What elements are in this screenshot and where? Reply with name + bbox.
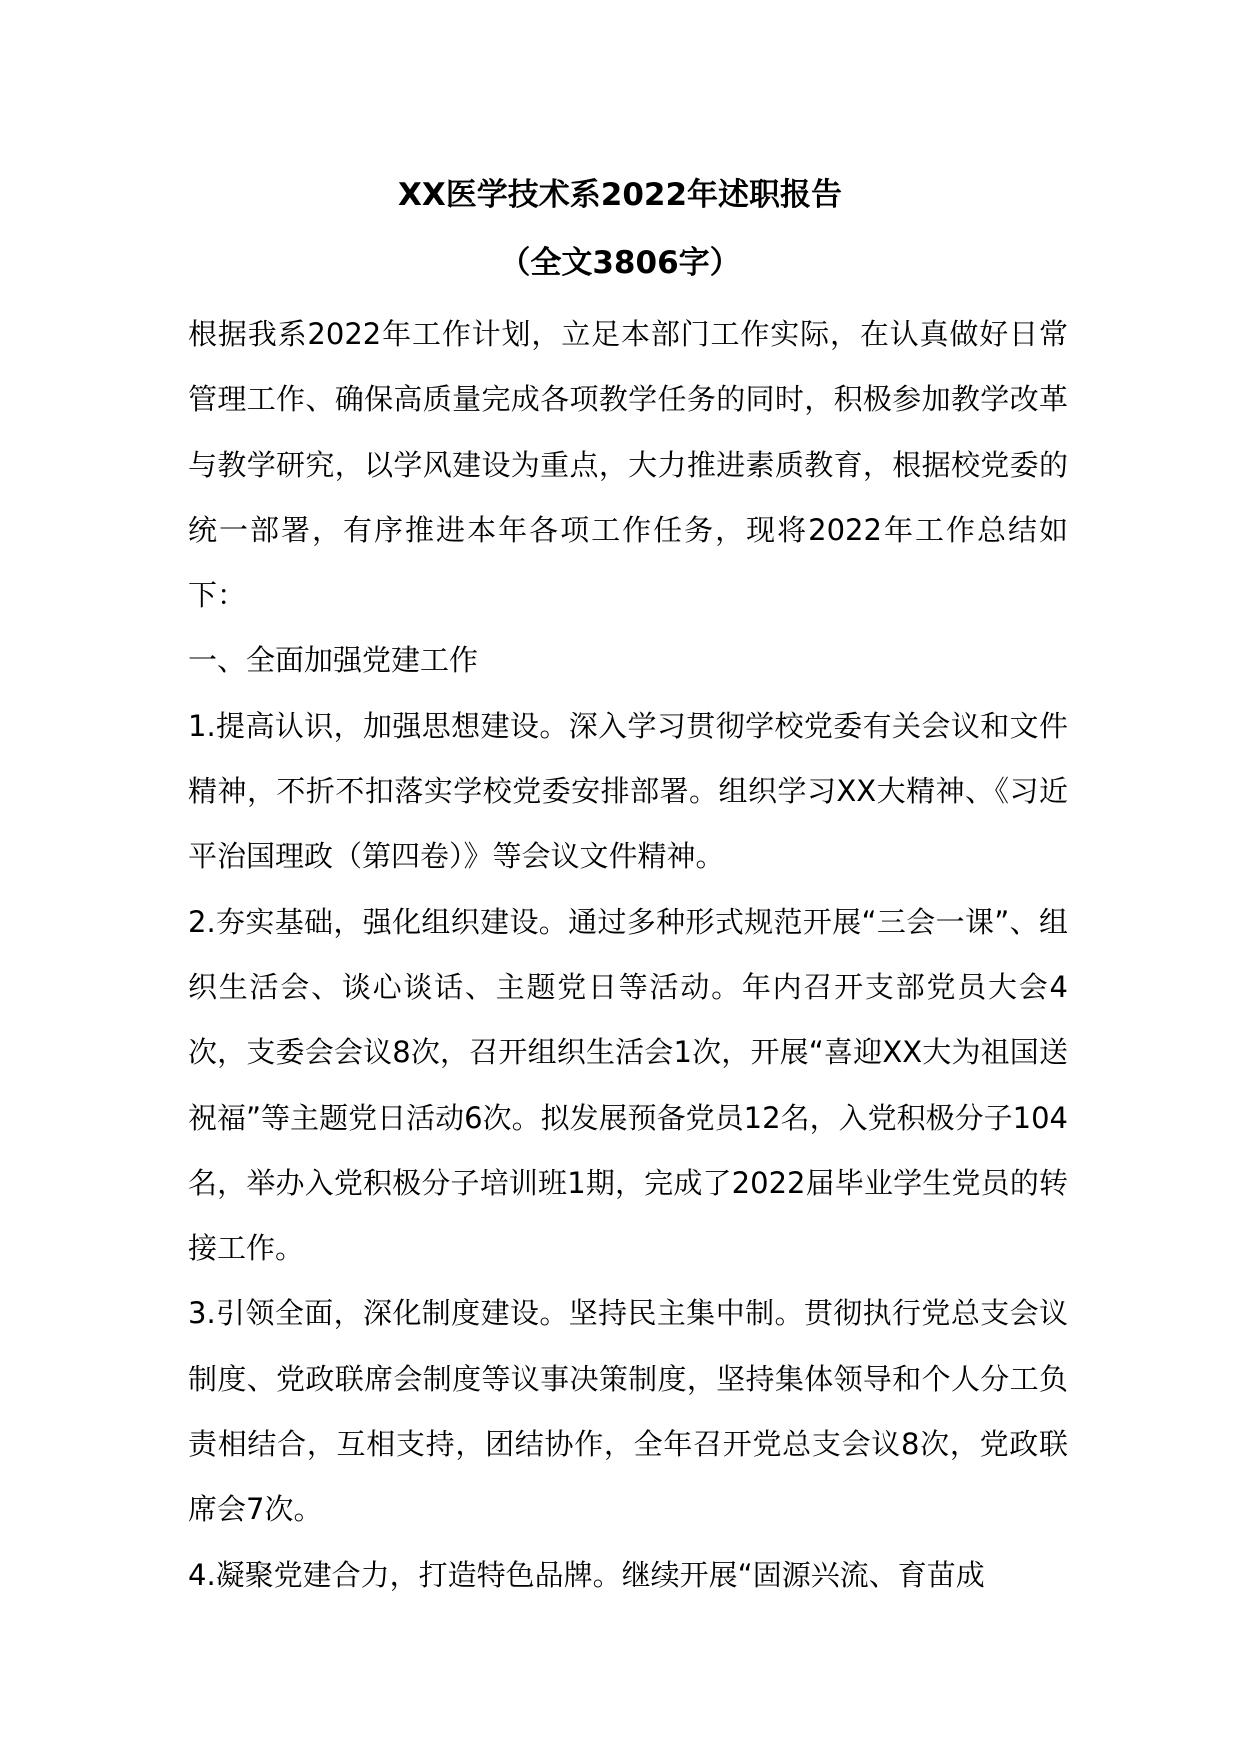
section-heading: 一、全面加强党建工作: [188, 643, 479, 678]
body-paragraph: 3.引领全面，深化制度建设。坚持民主集中制。贯彻执行党总支会议制度、党政联席会制度等议事决策制度，坚持集体领导和个人分工负责相结合，互相支持，团结协作，全年召开党总支会议8次，党政联席会7次。: [188, 1296, 1068, 1527]
intro-paragraph: 根据我系2022年工作计划，立足本部门工作实际，在认真做好日常管理工作、确保高质量完成各项教学任务的同时，积极参加教学改革与教学研究，以学风建设为重点，大力推进素质教育，根据校党委的统一部署，有序推进本年各项工作任务，现将2022年工作总结如下：: [188, 317, 1068, 613]
body-paragraph: 4.凝聚党建合力，打造特色品牌。继续开展“固源兴流、育苗成: [188, 1557, 985, 1592]
document-subtitle: （全文3806字）: [499, 245, 741, 281]
body-paragraph: 2.夯实基础，强化组织建设。通过多种形式规范开展“三会一课”、组织生活会、谈心谈话、主题党日等活动。年内召开支部党员大会4次，支委会会议8次，召开组织生活会1次，开展“喜迎XX大为祖国送祝福”等主题党日活动6次。拟发展预备党员12名，入党积极分子104名，举办入党积极分子培训班1期，完成了2022届毕业学生党员的转接工作。: [188, 904, 1068, 1266]
body-paragraph: 1.提高认识，加强思想建设。深入学习贯彻学校党委有关会议和文件精神，不折不扣落实学校党委安排部署。组织学习XX大精神、《习近平治国理政（第四卷）》等会议文件精神。: [188, 708, 1068, 874]
document-body: [188, 302, 1068, 1608]
document-title: XX医学技术系2022年述职报告: [397, 177, 843, 213]
